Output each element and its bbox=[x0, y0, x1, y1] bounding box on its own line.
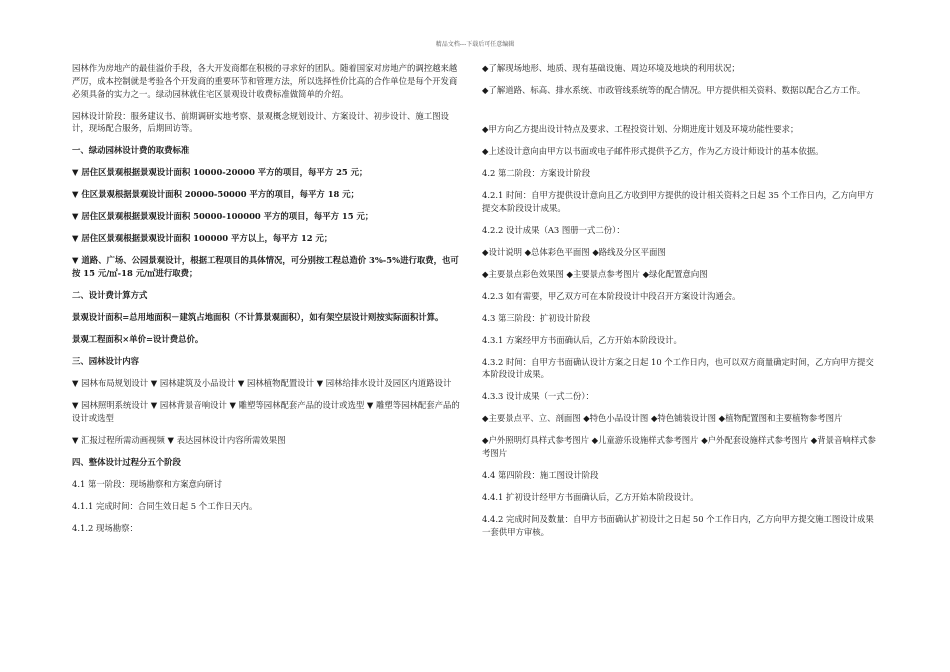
left-paragraph: 一、绿动园林设计费的取费标准 bbox=[72, 145, 190, 156]
right-paragraph: ◆户外照明灯具样式参考图片 ◆儿童游乐设施样式参考图片 ◆户外配套设施样式参考图片 ◆背景音响样式参考图片 bbox=[482, 435, 876, 459]
left-paragraph: ▼ 居住区景观根据景观设计面积 100000 平方以上，每平方 12 元； bbox=[72, 233, 333, 244]
right-paragraph: 4.4.1 扩初设计经甲方书面确认后，乙方开始本阶段设计。 bbox=[482, 492, 699, 503]
right-paragraph: 4.2.3 如有需要，甲乙双方可在本阶段设计中段召开方案设计沟通会。 bbox=[482, 290, 741, 301]
left-paragraph: ▼ 汇报过程所需动画视频 ▼ 表达园林设计内容所需效果图 bbox=[72, 434, 286, 445]
left-paragraph: ▼ 道路、广场、公园景观设计，根据工程项目的具体情况，可分别按工程总造价 3%-5%进行取费，也可按 15 元/㎡-18 元/㎡进行取费； bbox=[72, 255, 459, 279]
left-paragraph: 三、园林设计内容 bbox=[72, 356, 139, 367]
left-paragraph: 4.1.1 完成时间：合同生效日起 5 个工作日天内。 bbox=[72, 500, 258, 511]
right-paragraph: ◆了解现场地形、地质、现有基础设施、周边环境及地块的利用状况； bbox=[482, 63, 740, 73]
left-paragraph: ▼ 住区景观根据景观设计面积 20000-50000 平方的项目，每平方 18 元； bbox=[72, 189, 360, 200]
right-paragraph: 4.2 第二阶段：方案设计阶段 bbox=[482, 167, 591, 178]
left-paragraph: 园林设计阶段：服务建议书、前期调研实地考察、景观概念规划设计、方案设计、初步设计、施工图设计，现场配合服务，后期回访等。 bbox=[72, 110, 449, 134]
right-paragraph: 4.3.3 设计成果（一式二份）： bbox=[482, 391, 594, 402]
left-paragraph: 景观设计面积=总用地面积－建筑占地面积（不计算景观面积），如有架空层设计则按实际面积计算。 bbox=[72, 312, 444, 323]
right-paragraph: 4.2.2 设计成果（A3 图册一式二份）： bbox=[482, 224, 625, 235]
right-paragraph: 4.4 第四阶段：施工图设计阶段 bbox=[482, 470, 599, 481]
left-paragraph: 园林作为房地产的最佳溢价手段，各大开发商都在积极的寻求好的团队。随着国家对房地产的调控越来越严厉，成本控制就是考验各个开发商的重要环节和管理方法，所以选择性价比高的合作单位是每个开发商必须具备的实力之一。绿动园林就住宅区景观设计收费标准做简单的介绍。 bbox=[72, 63, 458, 99]
right-column bbox=[482, 62, 878, 548]
right-paragraph: ◆主要景点彩色效果图 ◆主要景点参考图片 ◆绿化配置意向图 bbox=[482, 268, 708, 279]
right-paragraph bbox=[482, 106, 878, 123]
left-paragraph: ▼ 居住区景观根据景观设计面积 10000-20000 平方的项目，每平方 25 元； bbox=[72, 167, 368, 178]
left-paragraph: 四、整体设计过程分五个阶段 bbox=[72, 456, 181, 467]
right-paragraph: ◆甲方向乙方提出设计特点及要求、工程投资计划、分期进度计划及环境功能性要求； bbox=[482, 123, 799, 134]
left-paragraph: 4.1 第一阶段：现场勘察和方案意向研讨 bbox=[72, 478, 222, 489]
left-column bbox=[72, 62, 465, 544]
right-paragraph: ◆设计说明 ◆总体彩色平面图 ◆路线及分区平面图 bbox=[482, 246, 666, 257]
right-paragraph: 4.4.2 完成时间及数量：自甲方书面确认扩初设计之日起 50 个工作日内，乙方向甲方提交施工图设计成果一套供甲方审核。 bbox=[482, 514, 874, 537]
right-paragraph: 4.3.1 方案经甲方书面确认后，乙方开始本阶段设计。 bbox=[482, 334, 682, 345]
right-paragraph: 4.2.1 时间：自甲方提供设计意向且乙方收到甲方提供的设计相关资料之日起 35 个工作日内，乙方向甲方提交本阶段设计成果。 bbox=[482, 189, 874, 213]
left-paragraph: 4.1.2 现场勘察： bbox=[72, 522, 138, 533]
right-paragraph: 4.3.2 时间：自甲方书面确认设计方案之日起 10 个工作日内，也可以双方商量确定时间，乙方向甲方提交本阶段设计成果。 bbox=[482, 356, 874, 380]
right-paragraph: ◆了解道路、标高、排水系统、市政管线系统等的配合情况。甲方提供相关资料、数据以配合乙方工作。 bbox=[482, 84, 866, 95]
right-paragraph: ◆主要景点平、立、剖面图 ◆特色小品设计图 ◆特色铺装设计图 ◆植物配置图和主要植物参考图片 bbox=[482, 413, 843, 424]
right-paragraph: ◆上述设计意向由甲方以书面或电子邮件形式提供予乙方，作为乙方设计师设计的基本依据。 bbox=[482, 145, 824, 156]
left-paragraph: 二、设计费计算方式 bbox=[72, 290, 148, 301]
left-paragraph: 景观工程面积×单价=设计费总价。 bbox=[72, 334, 204, 345]
left-paragraph: ▼ 园林布局规划设计 ▼ 园林建筑及小品设计 ▼ 园林植物配置设计 ▼ 园林给排水设计及园区内道路设计 bbox=[72, 378, 452, 388]
left-paragraph: ▼ 居住区景观根据景观设计面积 50000-100000 平方的项目，每平方 15 元； bbox=[72, 211, 374, 222]
left-paragraph: ▼ 园林照明系统设计 ▼ 园林背景音响设计 ▼ 雕塑等园林配套产品的设计或选型 ▼ 雕塑等园林配套产品的设计或选型 bbox=[72, 399, 460, 423]
page-header: 精品文档---下载后可任意编辑 bbox=[435, 41, 515, 48]
right-paragraph: 4.3 第三阶段：扩初设计阶段 bbox=[482, 312, 591, 323]
